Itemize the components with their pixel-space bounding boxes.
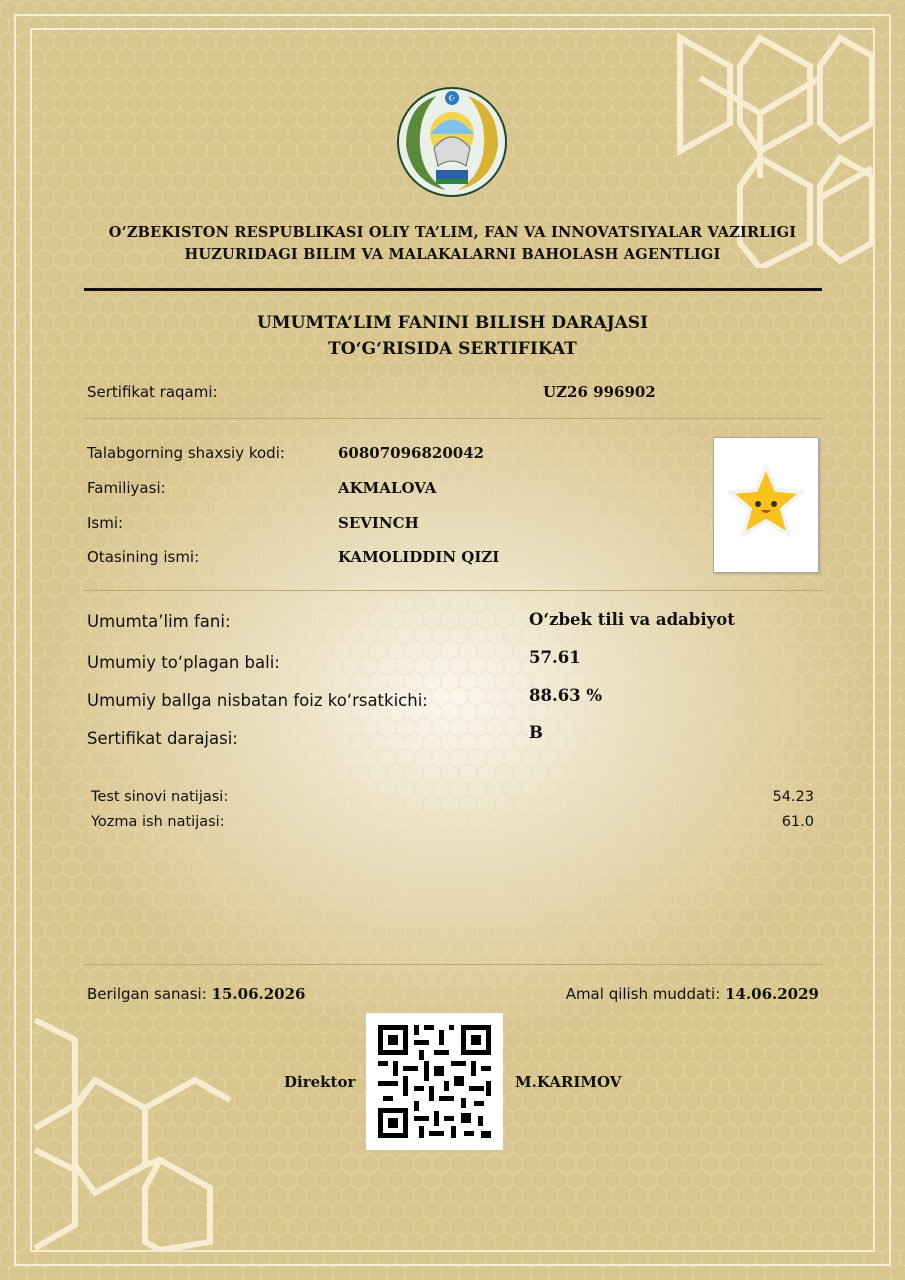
surname-label: Familiyasi: [87,479,166,497]
surname-value: AKMALOVA [338,479,437,497]
certificate-title-line1: UMUMTA’LIM FANINI BILISH DARAJASI [256,313,649,333]
certificate-number-label: Sertifikat raqami: [87,383,218,401]
holder-photo [713,437,819,573]
issue-date [87,985,306,1003]
name-value: SEVINCH [338,514,419,532]
valid-until-value: 14.06.2029 [725,985,819,1003]
certificate-number: UZ26 996902 [543,383,656,401]
written-result-label: Yozma ish natijasi: [91,814,225,830]
grade-value: B [529,723,543,742]
test-result-label: Test sinovi natijasi: [91,789,229,805]
patronymic-label: Otasining ismi: [87,548,200,566]
test-result-value: 54.23 [772,789,814,805]
issue-date-value: 15.06.2026 [211,985,306,1003]
divider-1 [84,418,822,419]
valid-until [566,985,819,1003]
bottom-left-ornament [30,1010,270,1250]
divider-2 [84,590,822,591]
svg-text:☪: ☪ [448,94,456,103]
director-name: M.KARIMOV [515,1073,622,1091]
state-emblem-icon [396,86,508,198]
header-divider [84,288,822,291]
issue-date-label: Berilgan sanasi: [87,985,207,1003]
name-label: Ismi: [87,514,124,532]
certificate-title-line2: TO‘G‘RISIDA SERTIFIKAT [328,339,577,359]
agency-header-line2: HUZURIDAGI BILIM VA MALAKALARNI BAHOLASH AGENTLIGI [184,246,721,263]
written-result-value: 61.0 [781,814,814,830]
subject-label: Umumta’lim fani: [87,612,231,631]
subject-value: O‘zbek tili va adabiyot [529,610,735,629]
personal-id-value: 60807096820042 [338,444,485,462]
percent-value: 88.63 % [529,686,603,705]
personal-id-label: Talabgorning shaxsiy kodi: [87,444,285,462]
qr-code-icon [366,1013,503,1150]
director-label: Direktor [284,1073,356,1091]
agency-header-line1: O‘ZBEKISTON RESPUBLIKASI OLIY TA’LIM, FAN VA INNOVATSIYALAR VAZIRLIGI [108,224,797,241]
total-score-label: Umumiy to‘plagan bali: [87,653,280,672]
qr-code[interactable] [366,1013,503,1150]
star-face-icon [714,438,818,572]
valid-until-label: Amal qilish muddati: [565,985,721,1003]
total-score-value: 57.61 [529,648,581,667]
percent-label: Umumiy ballga nisbatan foiz ko‘rsatkichi: [87,691,428,710]
patronymic-value: KAMOLIDDIN QIZI [338,548,500,566]
divider-3 [84,964,822,965]
grade-label: Sertifikat darajasi: [87,729,238,748]
